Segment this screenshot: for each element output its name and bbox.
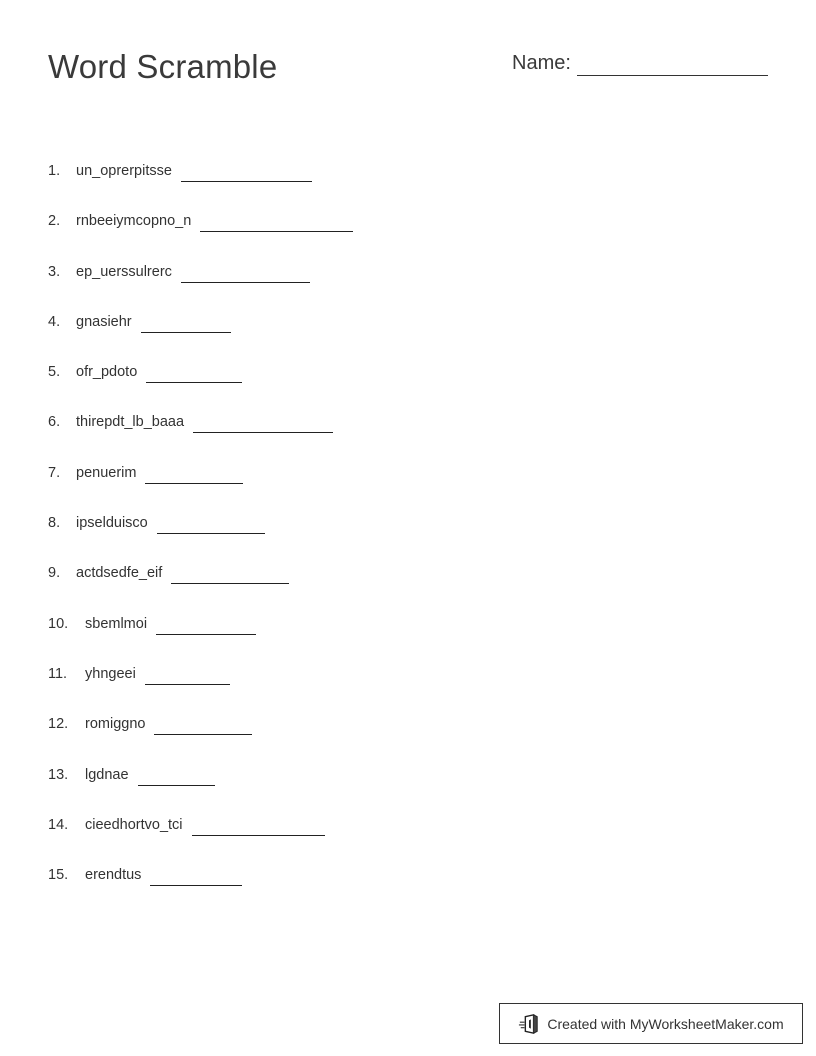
item-number: 11. (48, 665, 68, 682)
item-number: 7. (48, 464, 61, 481)
list-item (48, 163, 353, 213)
scrambled-word: ofr_pdoto (76, 364, 138, 381)
scrambled-word: penuerim (76, 464, 137, 481)
answer-blank[interactable] (181, 163, 312, 182)
worksheet-maker-logo-icon (518, 1013, 540, 1035)
item-number: 6. (48, 414, 61, 431)
list-item (48, 414, 353, 464)
worksheet-title: Word Scramble (48, 48, 278, 85)
scrambled-word: lgdnae (85, 766, 129, 783)
scrambled-word: ipselduisco (76, 515, 148, 532)
answer-blank[interactable] (157, 515, 265, 534)
item-number: 2. (48, 213, 61, 230)
answer-blank[interactable] (171, 565, 289, 584)
list-item (48, 616, 353, 666)
footer-credit[interactable] (499, 1003, 803, 1044)
answer-blank[interactable] (145, 666, 230, 685)
list-item (48, 767, 353, 817)
answer-blank[interactable] (156, 616, 256, 635)
item-number: 8. (48, 515, 61, 532)
list-item (48, 515, 353, 565)
item-number: 15. (48, 867, 69, 884)
item-number: 13. (48, 766, 69, 783)
footer-text: Created with MyWorksheetMaker.com (547, 1015, 784, 1032)
answer-blank[interactable] (193, 414, 333, 433)
scrambled-word: yhngeei (85, 665, 136, 682)
answer-blank[interactable] (181, 264, 310, 283)
item-number: 3. (48, 263, 61, 280)
answer-blank[interactable] (150, 867, 242, 886)
answer-blank[interactable] (192, 817, 325, 836)
answer-blank[interactable] (154, 716, 252, 735)
answer-blank[interactable] (200, 213, 353, 232)
scrambled-word: thirepdt_lb_baaa (76, 414, 185, 431)
item-number: 10. (48, 615, 69, 632)
scrambled-word: gnasiehr (76, 313, 132, 330)
answer-blank[interactable] (138, 767, 215, 786)
scrambled-word: sbemlmoi (85, 615, 148, 632)
scrambled-word: un_oprerpitsse (76, 163, 172, 179)
name-blank-line[interactable] (577, 75, 768, 76)
list-item (48, 817, 353, 867)
scrambled-word: ep_uerssulrerc (76, 263, 172, 280)
list-item (48, 264, 353, 314)
scrambled-word: romiggno (85, 716, 146, 733)
scrambled-word: cieedhortvo_tci (85, 816, 183, 833)
item-number: 14. (48, 816, 69, 833)
list-item (48, 364, 353, 414)
scrambled-word: actdsedfe_eif (76, 565, 163, 582)
list-item (48, 465, 353, 515)
item-number: 5. (48, 364, 61, 381)
item-number: 9. (48, 565, 61, 582)
scramble-list (48, 163, 353, 917)
name-field (512, 52, 768, 75)
answer-blank[interactable] (146, 364, 242, 383)
list-item (48, 666, 353, 716)
item-number: 1. (48, 163, 61, 179)
answer-blank[interactable] (141, 314, 231, 333)
item-number: 4. (48, 313, 61, 330)
answer-blank[interactable] (145, 465, 243, 484)
item-number: 12. (48, 716, 69, 733)
list-item (48, 867, 353, 917)
list-item (48, 314, 353, 364)
list-item (48, 716, 353, 766)
name-label: Name: (512, 52, 571, 74)
list-item (48, 565, 353, 615)
scrambled-word: rnbeeiymcopno_n (76, 213, 192, 230)
list-item (48, 213, 353, 263)
scrambled-word: erendtus (85, 867, 142, 884)
